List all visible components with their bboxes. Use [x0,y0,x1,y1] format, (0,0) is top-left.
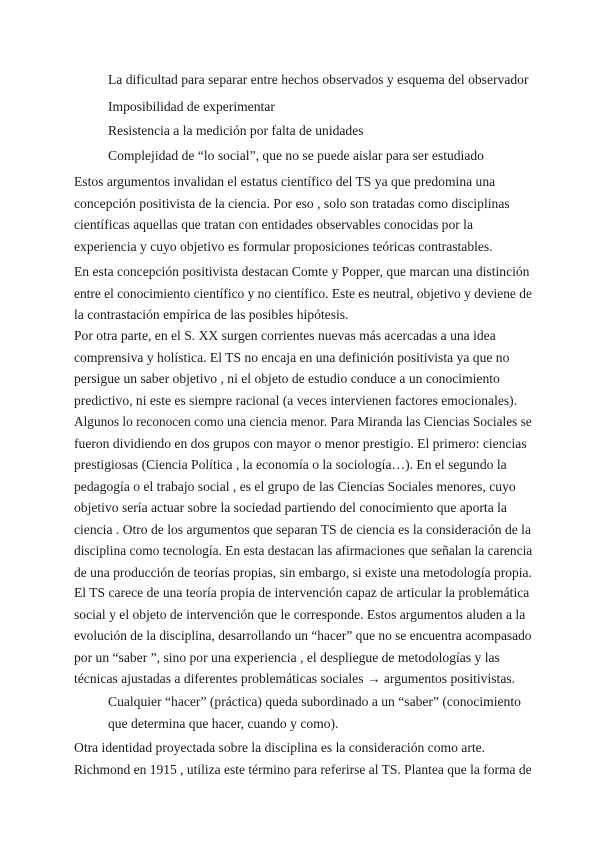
text-line: Estos argumentos invalidan el estatus científico del TS ya que predomina una [74,174,496,189]
text-line: experiencia y cuyo objetivo es formular proposiciones teóricas contrastables. [74,238,493,254]
text-line: social y el objeto de intervención que le corresponde. Estos argumentos aluden a la [74,606,526,622]
bullet-item: La dificultad para separar entre hechos observados y esquema del observador [108,72,529,87]
text-line: Por otra parte, en el S. XX surgen corrientes nuevas más acercadas a una idea [74,328,496,343]
paragraph-4 [74,411,532,583]
text-line: Cualquier “hacer” (práctica) queda subordinado a un “saber” (conocimiento [108,694,521,709]
text-line: que determina que hacer, cuando y como). [108,715,339,731]
text-line: Richmond en 1915 , utiliza este término para referirse al TS. Plantea que la forma de [74,761,532,777]
text-line: por un “saber ”, sino por una experiencia , el despliegue de metodologías y las [74,649,500,665]
bullet-item: Resistencia a la medición por falta de unidades [108,123,364,138]
paragraph-2 [74,261,532,326]
text-line: técnicas ajustadas a diferentes problemáticas sociales → argumentos positivistas. [74,671,516,686]
text-line: evolución de la disciplina, desarrollando un “hacer” que no se encuentra acompasado [74,628,532,643]
text-line: concepción positivista de la ciencia. Por eso , solo son tratadas como disciplinas [74,195,510,211]
text-line: disciplina como tecnología. En esta destacan las afirmaciones que señalan la carencia [74,543,533,558]
text-line: En esta concepción positivista destacan Comte y Popper, que marcan una distinción [74,264,530,279]
bullet-item: Complejidad de “lo social”, que no se puede aislar para ser estudiado [108,148,484,163]
paragraph-1 [74,171,532,257]
text-line: ciencia . Otro de los argumentos que separan TS de ciencia es la consideración de la [74,521,531,537]
text-line: Otra identidad proyectada sobre la disciplina es la consideración como arte. [74,740,486,755]
text-line: persigue un saber objetivo , ni el objeto de estudio conduce a un conocimiento [74,371,500,386]
text-line: objetivo sería actuar sobre la sociedad partiendo del conocimiento que aporta la [74,500,507,515]
paragraph-6 [74,737,532,780]
text-line: la contrastación empírica de las posibles hipótesis. [74,307,349,322]
text-line: Algunos lo reconocen como una ciencia menor. Para Miranda las Ciencias Sociales se [74,414,532,429]
paragraph-3 [74,325,532,411]
bullet-item: Imposibilidad de experimentar [108,99,275,114]
text-line: pedagogía o el trabajo social , es el grupo de las Ciencias Sociales menores, cuyo [74,478,516,494]
text-line: de una producción de teorías propias, sin embargo, si existe una metodología propia. [74,564,532,580]
text-line: El TS carece de una teoría propia de intervención capaz de articular la problemática [74,585,530,600]
text-line: entre el conocimiento científico y no científico. Este es neutral, objetivo y deviene de [74,285,532,301]
text-line: fueron dividiendo en dos grupos con mayor o menor prestigio. El primero: ciencias [74,435,527,451]
text-line: científicas aquellas que tratan con entidades observables conocidas por la [74,217,473,232]
text-line: prestigiosas (Ciencia Política , la economía o la sociología…). En el segundo la [74,457,507,472]
text-line: comprensiva y holística. El TS no encaja en una definición positivista ya que no [74,349,510,365]
text-line: predictivo, ni este es siempre racional (a veces intervienen factores emocionales). [74,392,518,408]
indented-quote [108,691,528,734]
paragraph-5 [74,582,532,690]
